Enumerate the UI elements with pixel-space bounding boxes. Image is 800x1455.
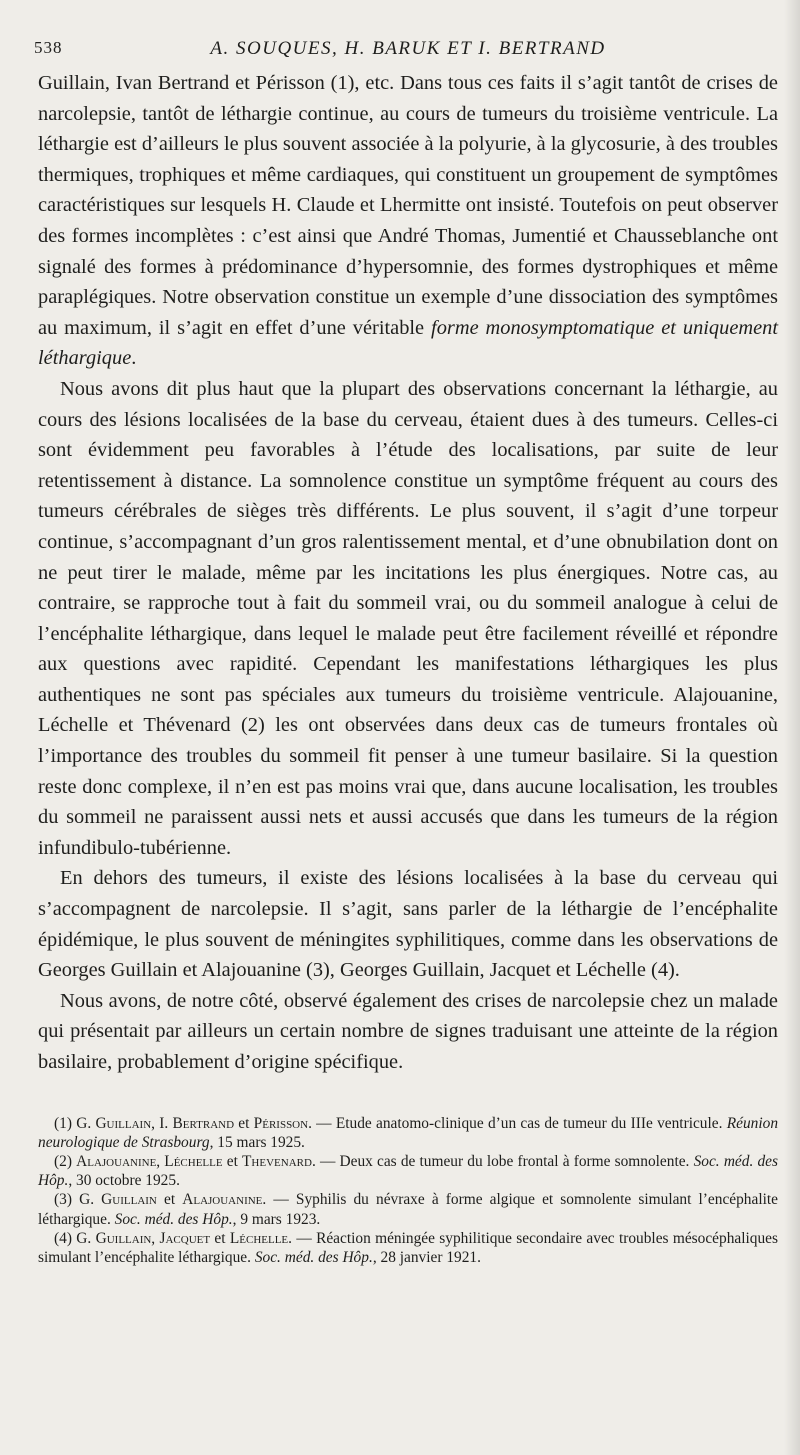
page-edge-shadow [784,0,800,1455]
paragraph-1-text: Guillain, Ivan Bertrand et Périsson (1), etc. Dans tous ces faits il s’agit tantôt de crises de narcolepsie, tantôt de léthargie continue, au cours de tumeurs du troisième ventricule. La léthargie est d’ailleurs le plus souvent associée à la polyurie, à la glycosurie, à des troubles thermiques, trophiques et même cardiaques, qui constituent un groupement de symptômes caractéristiques sur lesquels H. Claude et Lhermitte ont insisté. Toutefois on peut observer des formes incomplètes : c’est ainsi que André Thomas, Jumentié et Chausseblanche ont signalé des formes à prédominance d’hypersomnie, des formes dystrophiques et même paraplégiques. Notre observation constitue un exemple d’une dissociation des symptômes au maximum, il s’agit en effet d’une véritable [38,72,778,339]
footnote-4 [38,1229,778,1267]
page-number: 538 [34,38,63,57]
footnote-1-author2: Périsson [253,1114,309,1132]
footnote-2-and: et [222,1153,243,1170]
footnote-1-text: . — Etude anatomo-clinique d’un cas de tumeur du IIIe ventricule. [308,1114,727,1132]
paragraph-2: Nous avons dit plus haut que la plupart des observations concernant la léthargie, au cours des lésions localisées de la base du cerveau, étaient dues à des tumeurs. Celles-ci sont évidemment peu favorables à l’étude des localisations, par suite de leur retentissement à distance. La somnolence constitue un symptôme fréquent au cours des tumeurs cérébrales de sièges très différents. Le plus souvent, il s’agit d’une torpeur continue, s’accompagnant d’un gros ralentissement mental, et d’une obnubilation dont on ne peut tirer le malade, même par les incitations les plus énergiques. Notre cas, au contraire, se rapproche tout à fait du sommeil vrai, ou du sommeil analogue à celui de l’encéphalite léthargique, dans lequel le malade peut être facilement réveillé et répondre aux questions avec rapidité. Cependant les manifestations léthargiques les plus authentiques ne sont pas spéciales aux tumeurs du troisième ventricule. Alajouanine, Léchelle et Thévenard (2) les ont observées dans deux cas de tumeurs frontales où l’importance des troubles du sommeil fit penser à une tumeur basilaire. Si la question reste donc complexe, il n’en est pas moins vrai que, dans aucune localisation, les troubles du sommeil ne paraissent aussi nets et aussi accusés que dans les tumeurs de la région infundibulo-tubérienne. [38,377,778,859]
running-title: A. SOUQUES, H. BARUK ET I. BERTRAND [210,38,606,59]
body-text [38,68,778,1078]
footnote-3-journal: Soc. méd. des Hôp. [114,1210,233,1228]
footnote-3-authors: G. Guillain [79,1191,157,1209]
footnote-4-and: et [210,1229,230,1247]
footnote-2 [38,1152,778,1190]
paragraph-4: Nous avons, de notre côté, observé également des crises de narcolepsie chez un malade qui présentait par ailleurs un certain nombre de signes traduisant une atteinte de la région basilaire, probablement d’origine spécifique. [38,989,778,1073]
footnote-4-journal: Soc. méd. des Hôp. [254,1249,373,1267]
paragraph-1-emphasis: forme monosymptomatique et uniquement léthargique [38,316,779,370]
footnote-4-mark: (4) [54,1229,77,1247]
footnote-2-authors: Alajouanine, Léchelle [76,1153,223,1170]
footnote-1-date: , 15 mars 1925. [209,1133,305,1151]
paragraph-3: En dehors des tumeurs, il existe des lésions localisées à la base du cerveau qui s’accompagnent de narcolepsie. Il s’agit, sans parler de la léthargie de l’encéphalite épidémique, le plus souvent de méningites syphilitiques, comme dans les observations de Georges Guillain et Alajouanine (3), Georges Guillain, Jacquet et Léchelle (4). [38,867,778,982]
footnote-3-author2: Alajouanine [182,1191,263,1209]
footnote-1-journal: Réunion neurologique de Strasbourg [38,1114,779,1151]
paragraph-1 [38,68,778,374]
footnotes [38,1114,778,1268]
footnote-3 [38,1190,778,1228]
footnote-2-journal: Soc. méd. des Hôp. [38,1153,778,1190]
paragraph-1-end: . [131,347,137,370]
running-head [34,34,778,68]
footnote-4-authors: G. Guillain, Jacquet [76,1229,211,1247]
footnote-2-author2: Thevenard [242,1153,312,1170]
footnote-2-text: . — Deux cas de tumeur du lobe frontal à forme somnolente. [311,1153,694,1170]
footnote-3-mark: (3) [54,1191,80,1209]
footnote-1-and: et [234,1114,254,1132]
footnote-4-author2: Léchelle [229,1229,289,1247]
footnote-2-mark: (2) [54,1153,77,1170]
footnote-3-and: et [156,1191,183,1209]
footnote-1 [38,1114,778,1152]
footnote-1-mark: (1) [54,1114,77,1132]
footnote-2-date: , 30 octobre 1925. [68,1172,180,1190]
footnote-4-date: , 28 janvier 1921. [372,1249,481,1267]
footnote-3-text: . — Syphilis du névraxe à forme algique et somnolente simulant l’encéphalite léthargique. [38,1191,778,1228]
footnote-4-text: . — Réaction méningée syphilitique secondaire avec troubles mésocéphaliques simulant l’encéphalite léthargique. [38,1229,779,1267]
footnote-1-authors: G. Guillain, I. Bertrand [76,1114,235,1132]
footnote-3-date: , 9 mars 1923. [232,1210,321,1228]
